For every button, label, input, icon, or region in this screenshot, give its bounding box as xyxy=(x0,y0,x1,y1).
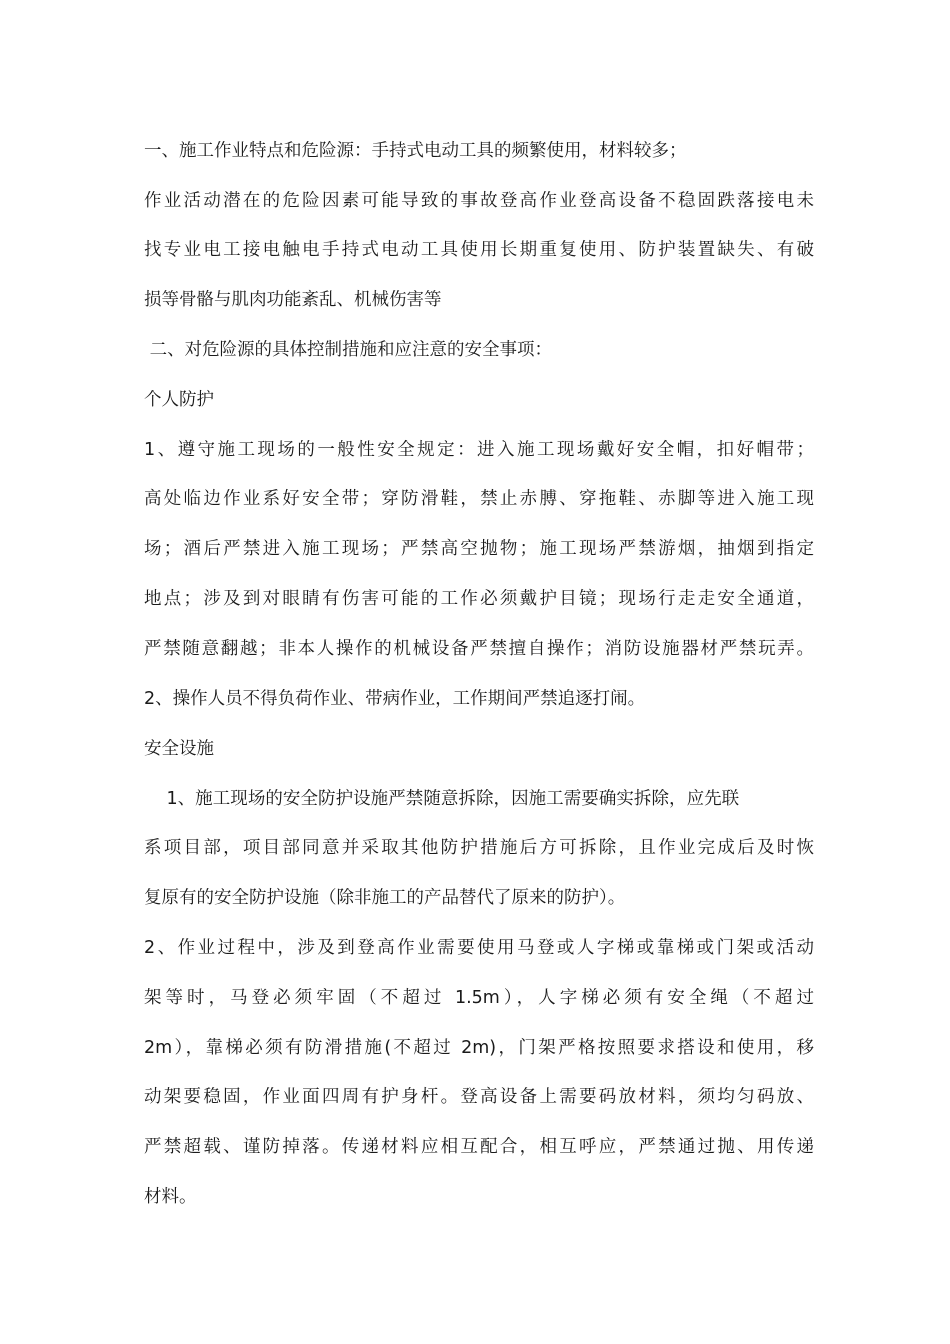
paragraph-line: 作业活动潜在的危险因素可能导致的事故登高作业登高设备不稳固跌落接电未 xyxy=(144,191,814,211)
paragraph-line: 严禁随意翻越；非本人操作的机械设备严禁擅自操作；消防设施器材严禁玩弄。 xyxy=(144,639,814,659)
paragraph-line: 复原有的安全防护设施（除非施工的产品替代了原来的防护）。 xyxy=(144,888,626,908)
paragraph-line: 地点；涉及到对眼睛有伤害可能的工作必须戴护目镜；现场行走走安全通道， xyxy=(144,589,814,609)
paragraph-line: 2m），靠梯必须有防滑措施(不超过 2m)，门架严格按照要求搭设和使用，移 xyxy=(144,1038,814,1058)
paragraph-line: 严禁超载、谨防掉落。传递材料应相互配合，相互呼应，严禁通过抛、用传递 xyxy=(144,1137,814,1157)
subheading-safety-facilities: 安全设施 xyxy=(144,739,214,759)
paragraph-line: 损等骨骼与肌肉功能紊乱、机械伤害等 xyxy=(144,290,442,310)
paragraph-line: 找专业电工接电触电手持式电动工具使用长期重复使用、防护装置缺失、有破 xyxy=(144,240,814,260)
paragraph-line: 2、操作人员不得负荷作业、带病作业，工作期间严禁追逐打闹。 xyxy=(144,689,646,709)
paragraph-line: 材料。 xyxy=(144,1187,197,1207)
paragraph-line: 场；酒后严禁进入施工现场；严禁高空抛物；施工现场严禁游烟，抽烟到指定 xyxy=(144,539,814,559)
paragraph-line: 架等时，马登必须牢固（不超过 1.5m），人字梯必须有安全绳（不超过 xyxy=(144,988,814,1008)
paragraph-line: 1、遵守施工现场的一般性安全规定：进入施工现场戴好安全帽，扣好帽带； xyxy=(144,440,814,460)
paragraph-line: 1、施工现场的安全防护设施严禁随意拆除，因施工需要确实拆除，应先联 xyxy=(144,789,740,809)
paragraph-line: 系项目部，项目部同意并采取其他防护措施后方可拆除，且作业完成后及时恢 xyxy=(144,838,814,858)
subheading-personal-protection: 个人防护 xyxy=(144,390,214,410)
heading-section-2: 二、对危险源的具体控制措施和应注意的安全事项： xyxy=(144,340,553,360)
paragraph-line: 动架要稳固，作业面四周有护身杆。登高设备上需要码放材料，须均匀码放、 xyxy=(144,1087,814,1107)
paragraph-line: 高处临边作业系好安全带；穿防滑鞋，禁止赤膊、穿拖鞋、赤脚等进入施工现 xyxy=(144,489,814,509)
heading-section-1: 一、施工作业特点和危险源：手持式电动工具的频繁使用，材料较多； xyxy=(144,141,687,161)
paragraph-line: 2、作业过程中，涉及到登高作业需要使用马登或人字梯或靠梯或门架或活动 xyxy=(144,938,814,958)
